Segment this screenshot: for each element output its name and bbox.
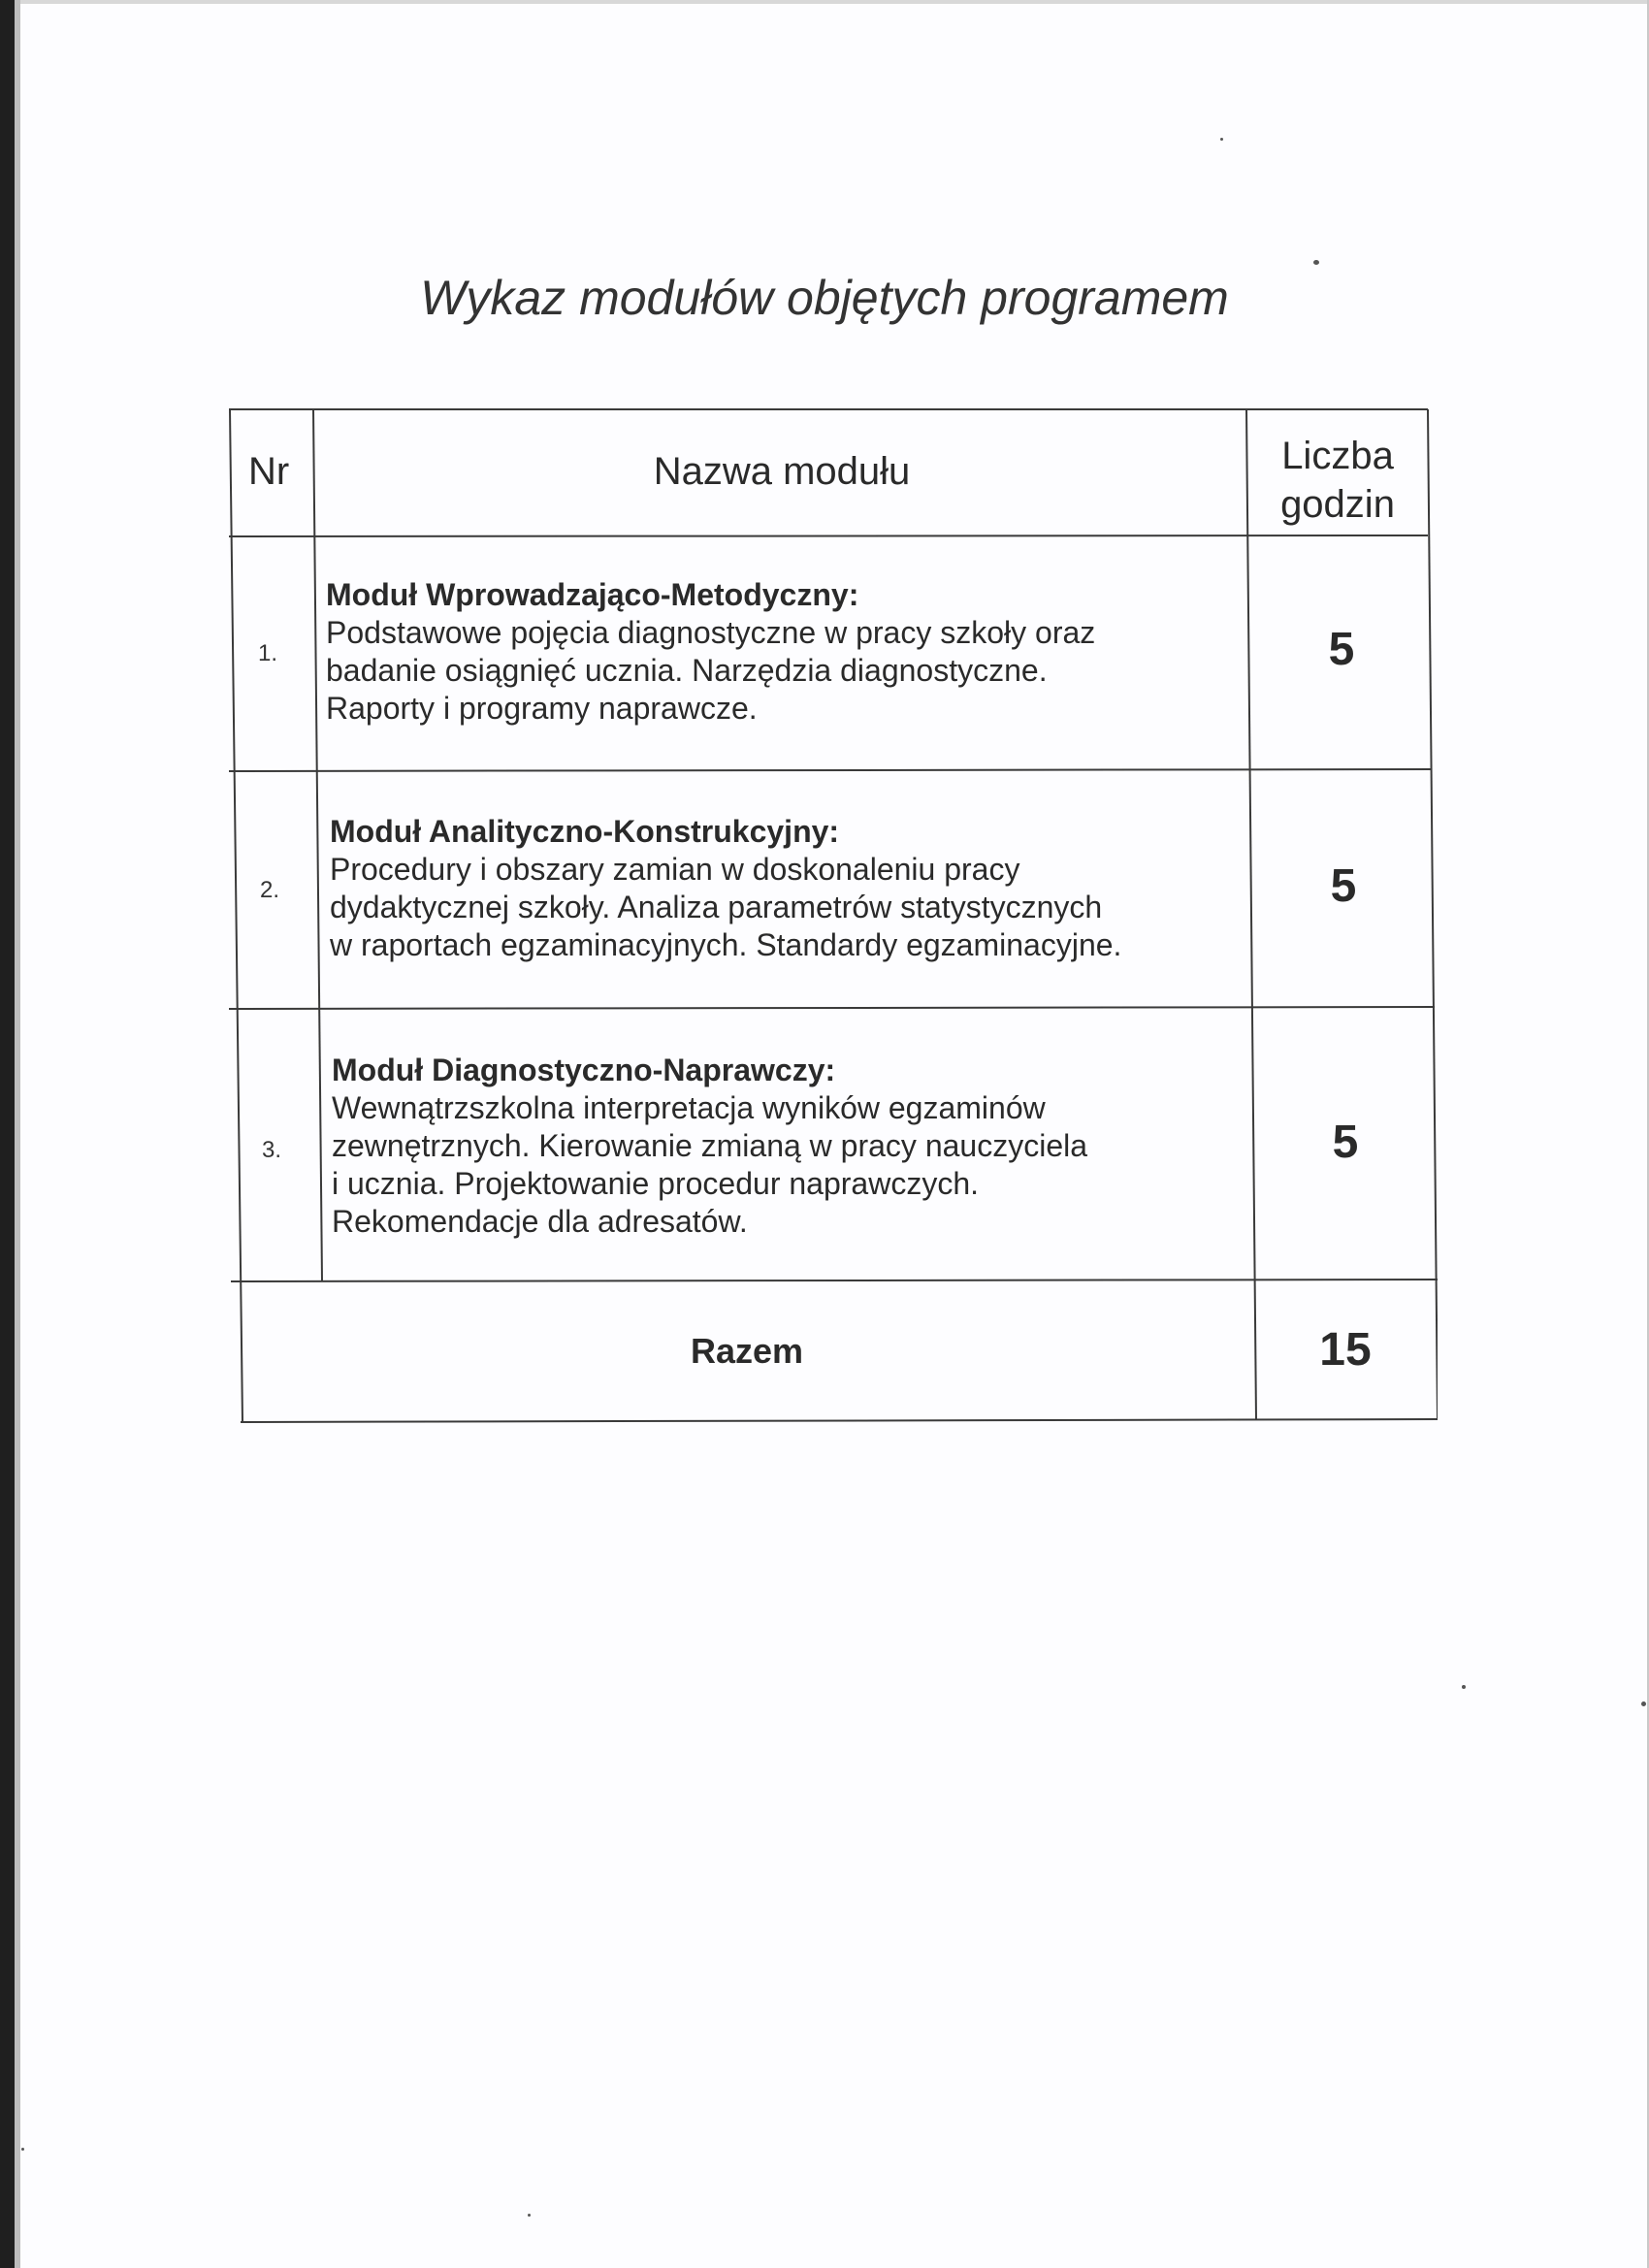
row-2-module: [330, 813, 1242, 964]
row-3-module: [332, 1052, 1244, 1241]
header-hours-line-1: Liczba: [1281, 435, 1394, 477]
scan-speck: [1641, 1701, 1646, 1706]
row-2-module-title: Moduł Analityczno-Konstrukcyjny:: [330, 814, 840, 849]
modules-table: [229, 407, 1438, 1424]
row-3-module-title: Moduł Diagnostyczno-Naprawczy:: [332, 1053, 836, 1087]
header-nr: Nr: [248, 450, 290, 493]
scan-speck: [1313, 260, 1319, 265]
total-hours: 15: [1319, 1324, 1372, 1376]
row-2-description-line-1: Procedury i obszary zamian w doskonaleniu pracy: [330, 852, 1020, 887]
row-1-description-line-2: badanie osiągnięć ucznia. Narzędzia diagnostyczne.: [326, 653, 1048, 688]
row-3-description-line-4: Rekomendacje dla adresatów.: [332, 1204, 748, 1239]
row-3-hours: 5: [1332, 1117, 1359, 1168]
scan-edge-left: [0, 0, 15, 2268]
row-3-description-line-2: zewnętrznych. Kierowanie zmianą w pracy nauczyciela: [332, 1128, 1088, 1163]
scan-speck: [21, 2148, 24, 2151]
scan-edge-left-shadow: [15, 0, 20, 2268]
scan-speck: [528, 2214, 531, 2217]
total-label: Razem: [690, 1331, 804, 1371]
row-2-nr: 2.: [260, 877, 280, 903]
row-2-hours: 5: [1330, 860, 1357, 912]
page-title: Wykaz modułów objętych programem: [420, 271, 1229, 325]
row-1-module-title: Moduł Wprowadzająco-Metodyczny:: [326, 577, 859, 612]
row-1-hours: 5: [1328, 624, 1355, 675]
row-3-description-line-3: i ucznia. Projektowanie procedur naprawczych.: [332, 1166, 979, 1201]
scan-speck: [1220, 138, 1223, 141]
row-1-module: [326, 576, 1238, 728]
row-1-nr: 1.: [258, 640, 278, 666]
row-3-nr: 3.: [262, 1137, 282, 1163]
row-1-description-line-3: Raporty i programy naprawcze.: [326, 691, 758, 726]
scan-edge-top: [0, 0, 1649, 4]
row-1-description-line-1: Podstawowe pojęcia diagnostyczne w pracy szkoły oraz: [326, 615, 1096, 650]
header-hours-line-2: godzin: [1280, 483, 1395, 526]
row-2-description-line-2: dydaktycznej szkoły. Analiza parametrów statystycznych: [330, 890, 1103, 924]
row-3-description-line-1: Wewnątrzszkolna interpretacja wyników egzaminów: [332, 1090, 1046, 1125]
scan-speck: [1462, 1685, 1466, 1689]
header-module-name: Nazwa modułu: [653, 450, 911, 493]
row-2-description-line-3: w raportach egzaminacyjnych. Standardy egzaminacyjne.: [330, 927, 1122, 962]
